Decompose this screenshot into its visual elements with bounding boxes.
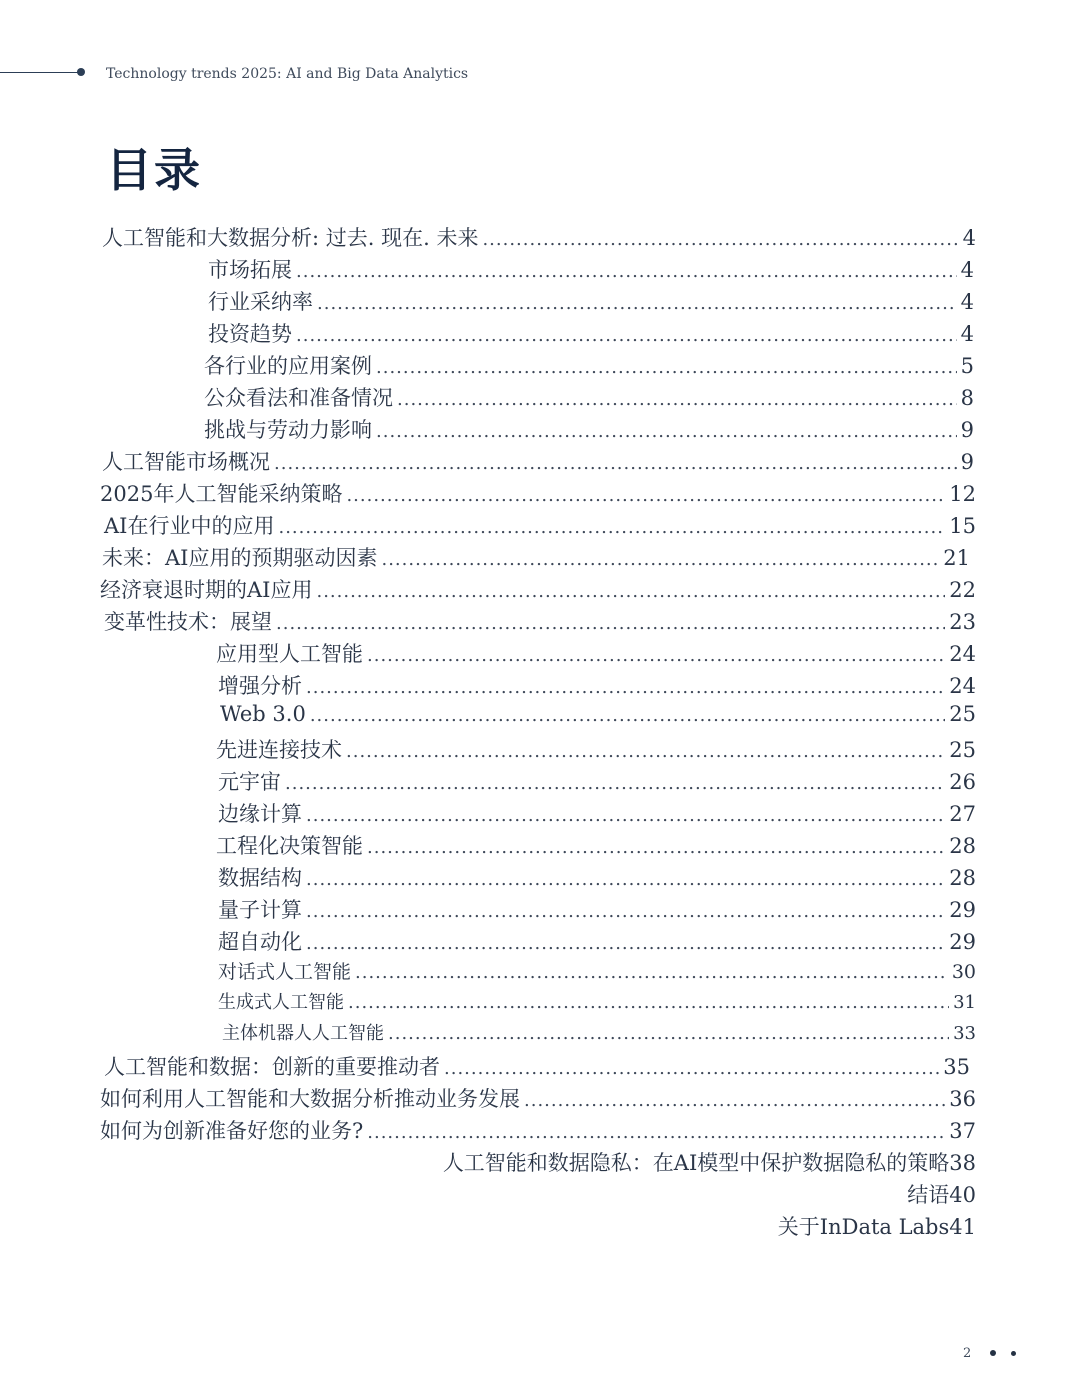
toc-entry-title: 工程化决策智能 [216,834,363,858]
toc-entry-title: 人工智能和大数据分析: 过去. 现在. 未来 [102,226,479,250]
toc-leader [310,705,945,726]
toc-entry-page: 4 [962,226,976,250]
toc-entry-page: 5 [960,354,974,378]
toc-entry-title: 增强分析 [218,674,302,698]
toc-leader [274,453,957,474]
toc-entry-title: 未来：AI应用的预期驱动因素 [102,546,378,570]
toc-entry-page: 26 [949,770,976,794]
toc-entry-title: 如何为创新准备好您的业务? [100,1119,364,1143]
toc-entry-title: Web 3.0 [220,702,306,726]
toc-entry-title: 量子计算 [218,898,302,922]
toc-leader [276,613,945,634]
header-dot [77,68,85,76]
toc-leader [444,1058,939,1079]
toc-entry-title: 变革性技术：展望 [104,610,272,634]
toc-entry-title: 人工智能市场概况 [102,450,270,474]
toc-entry-title: 2025年人工智能采纳策略 [100,482,343,506]
toc-entry-title: 超自动化 [218,930,302,954]
toc-entry-title: 经济衰退时期的AI应用 [100,578,313,602]
toc-entry-page: 28 [949,866,976,890]
toc-entry[interactable] [220,702,976,734]
toc-entry[interactable] [216,638,976,670]
toc-entry-title: 市场拓展 [208,258,292,282]
toc-entry-page: 4 [960,290,974,314]
toc-leader [306,901,945,922]
toc-entry[interactable] [208,254,974,286]
toc-entry[interactable] [100,478,976,510]
toc-entry[interactable] [400,1147,976,1179]
toc-entry[interactable] [208,286,974,318]
toc-entry[interactable] [700,1179,976,1211]
toc-entry[interactable] [204,350,974,382]
toc-entry-title: 人工智能和数据：创新的重要推动者 [104,1055,440,1079]
toc-entry-page: 25 [949,702,976,726]
toc-entry-page: 22 [949,578,976,602]
toc-entry-title: 公众看法和准备情况 [204,386,393,410]
toc-entry-page: 24 [949,674,976,698]
toc-entry-page: 4 [960,322,974,346]
toc-entry-page: 12 [949,482,976,506]
toc-entry[interactable] [218,894,976,926]
toc-entry-page: 24 [949,642,976,666]
toc-entry[interactable] [218,862,976,894]
toc-entry-page: 23 [949,610,976,634]
toc-leader [306,805,945,826]
footer-dot [1011,1351,1016,1356]
header-rule [0,72,80,73]
toc-entry-title: 边缘计算 [218,802,302,826]
toc-entry[interactable] [218,988,976,1020]
toc-entry[interactable] [218,798,976,830]
toc-entry[interactable] [222,1019,976,1051]
toc-entry-title: 挑战与劳动力影响 [204,418,372,442]
toc-entry-page: 36 [949,1087,976,1111]
toc-entry[interactable] [102,222,976,254]
toc-entry[interactable] [700,1211,976,1243]
toc-entry[interactable] [100,1115,976,1147]
toc-entry[interactable] [208,318,974,350]
toc-entry[interactable] [216,734,976,766]
toc-leader [376,421,957,442]
toc-entry[interactable] [102,446,974,478]
toc-entry[interactable] [104,606,976,638]
page-title: 目录 [106,143,202,197]
toc-entry[interactable] [218,670,976,702]
toc-entry-title: 对话式人工智能 [218,961,352,983]
toc-leader [306,933,945,954]
toc-entry-title: 数据结构 [218,866,302,890]
toc-entry-title: 行业采纳率 [208,290,313,314]
toc-entry-title: 元宇宙 [218,770,281,794]
toc-leader [376,357,957,378]
document-header-title: Technology trends 2025: AI and Big Data Analytics [106,66,469,82]
toc-leader [355,962,948,983]
toc-leader [317,293,957,314]
toc-leader [367,645,945,666]
toc-entry-title: 如何利用人工智能和大数据分析推动业务发展 [100,1087,520,1111]
toc-leader [278,517,945,538]
toc-entry[interactable] [218,926,976,958]
toc-entry-page: 9 [960,450,974,474]
toc-entry-page: 21 [943,546,970,570]
toc-entry-title: 各行业的应用案例 [204,354,372,378]
toc-entry-page: 33 [953,1023,976,1044]
toc-leader [388,1023,949,1044]
toc-leader [296,325,957,346]
toc-entry-page: 25 [949,738,976,762]
toc-entry[interactable] [104,510,976,542]
toc-entry-page: 29 [949,898,976,922]
toc-entry[interactable] [102,542,970,574]
toc-entry[interactable] [216,830,976,862]
toc-leader [316,581,945,602]
toc-entry-page: 29 [949,930,976,954]
toc-entry-title: 结语40 [907,1183,976,1207]
footer-dot [990,1350,996,1356]
toc-entry-page: 31 [953,992,976,1013]
toc-entry-title: 主体机器人人工智能 [222,1023,384,1044]
toc-leader [367,837,945,858]
toc-leader [397,389,957,410]
toc-entry[interactable] [100,574,976,606]
toc-entry-page: 9 [960,418,974,442]
toc-entry-title: 关于InData Labs41 [777,1215,976,1239]
toc-entry[interactable] [204,414,974,446]
toc-leader [367,1122,945,1143]
toc-leader [482,229,958,250]
toc-leader [296,261,957,282]
toc-leader [346,485,945,506]
toc-entry-page: 28 [949,834,976,858]
toc-entry[interactable] [204,382,974,414]
toc-leader [306,869,945,890]
toc-entry[interactable] [218,957,976,989]
toc-leader [306,677,945,698]
toc-entry-page: 8 [960,386,974,410]
toc-entry-title: 生成式人工智能 [218,992,344,1013]
toc-leader [346,741,945,762]
toc-entry-page: 4 [960,258,974,282]
toc-entry[interactable] [104,1051,970,1083]
toc-leader [524,1090,945,1111]
toc-entry-page: 35 [943,1055,970,1079]
toc-leader [285,773,945,794]
toc-entry-page: 27 [949,802,976,826]
toc-leader [381,549,939,570]
toc-entry[interactable] [218,766,976,798]
toc-entry-page: 37 [949,1119,976,1143]
toc-entry-title: 先进连接技术 [216,738,342,762]
toc-entry-title: 投资趋势 [208,322,292,346]
toc-entry-title: 应用型人工智能 [216,642,363,666]
toc-leader [348,992,949,1013]
toc-entry[interactable] [100,1083,976,1115]
toc-entry-page: 30 [951,961,976,983]
toc-entry-title: AI在行业中的应用 [104,514,275,538]
toc-entry-title: 人工智能和数据隐私：在AI模型中保护数据隐私的策略38 [442,1151,976,1175]
page-number: 2 [963,1346,972,1361]
toc-entry-page: 15 [949,514,976,538]
